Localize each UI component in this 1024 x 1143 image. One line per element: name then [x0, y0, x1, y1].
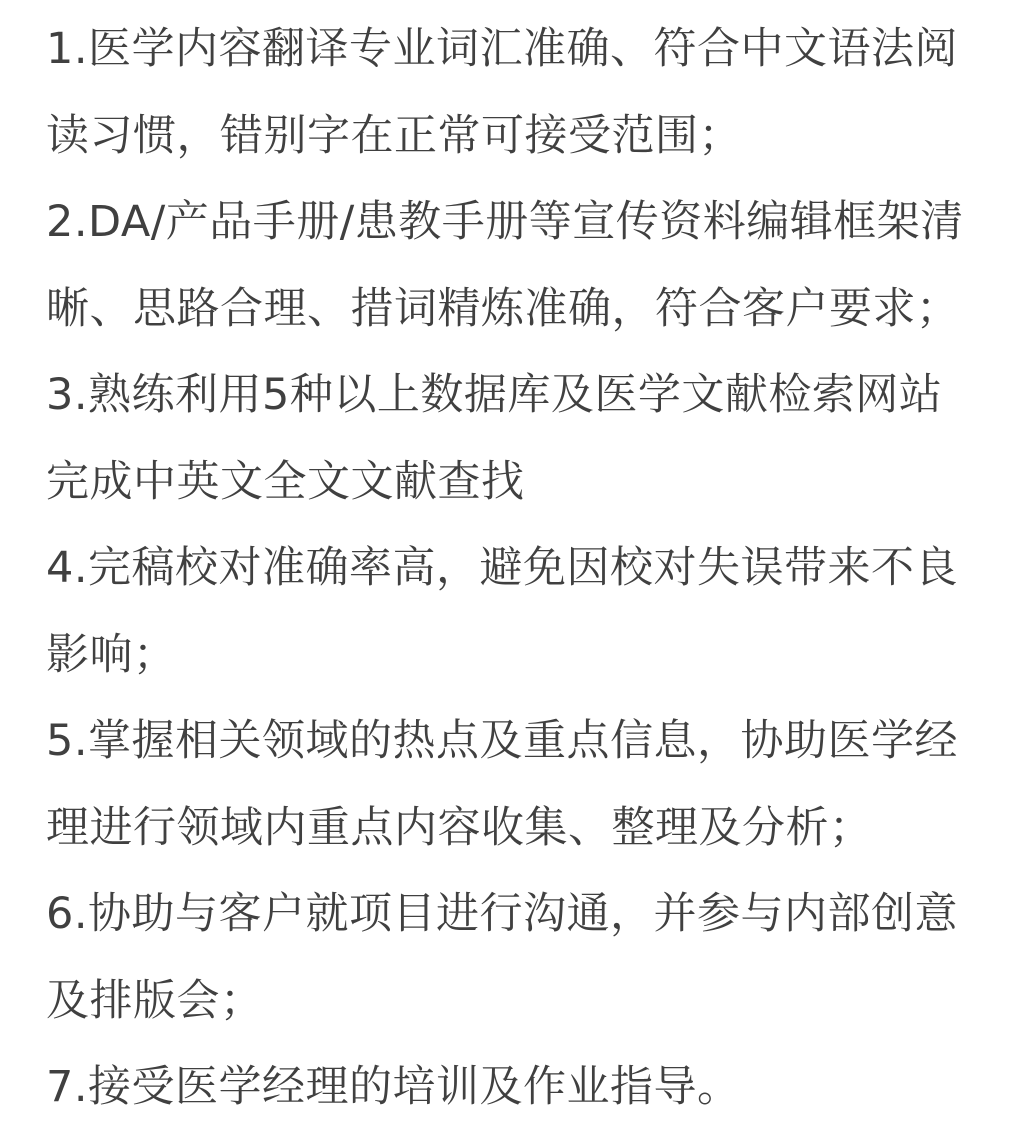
- text-line: 晰、思路合理、措词精炼准确，符合客户要求；: [46, 283, 960, 334]
- text-line: 读习惯，错别字在正常可接受范围；: [46, 110, 742, 161]
- text-line: 1.医学内容翻译专业词汇准确、符合中文语法阅: [46, 24, 959, 74]
- text-line: 7.接受医学经理的培训及作业指导。: [46, 1062, 741, 1112]
- text-line: 3.熟练利用5种以上数据库及医学文献检索网站: [46, 370, 943, 420]
- text-line: 5.掌握相关领域的热点及重点信息，协助医学经: [46, 716, 959, 766]
- text-line: 影响；: [46, 629, 177, 680]
- text-line: 6.协助与客户就项目进行沟通，并参与内部创意: [46, 889, 959, 939]
- text-line: 理进行领域内重点内容收集、整理及分析；: [46, 802, 873, 853]
- text-line: 完成中英文全文文献查找: [46, 456, 525, 507]
- requirements-list: [46, 18, 1006, 1143]
- text-line: 4.完稿校对准确率高，避免因校对失误带来不良: [46, 543, 959, 593]
- text-line: 及排版会；: [46, 975, 264, 1026]
- text-line: 2.DA/产品手册/患教手册等宣传资料编辑框架清: [46, 197, 964, 247]
